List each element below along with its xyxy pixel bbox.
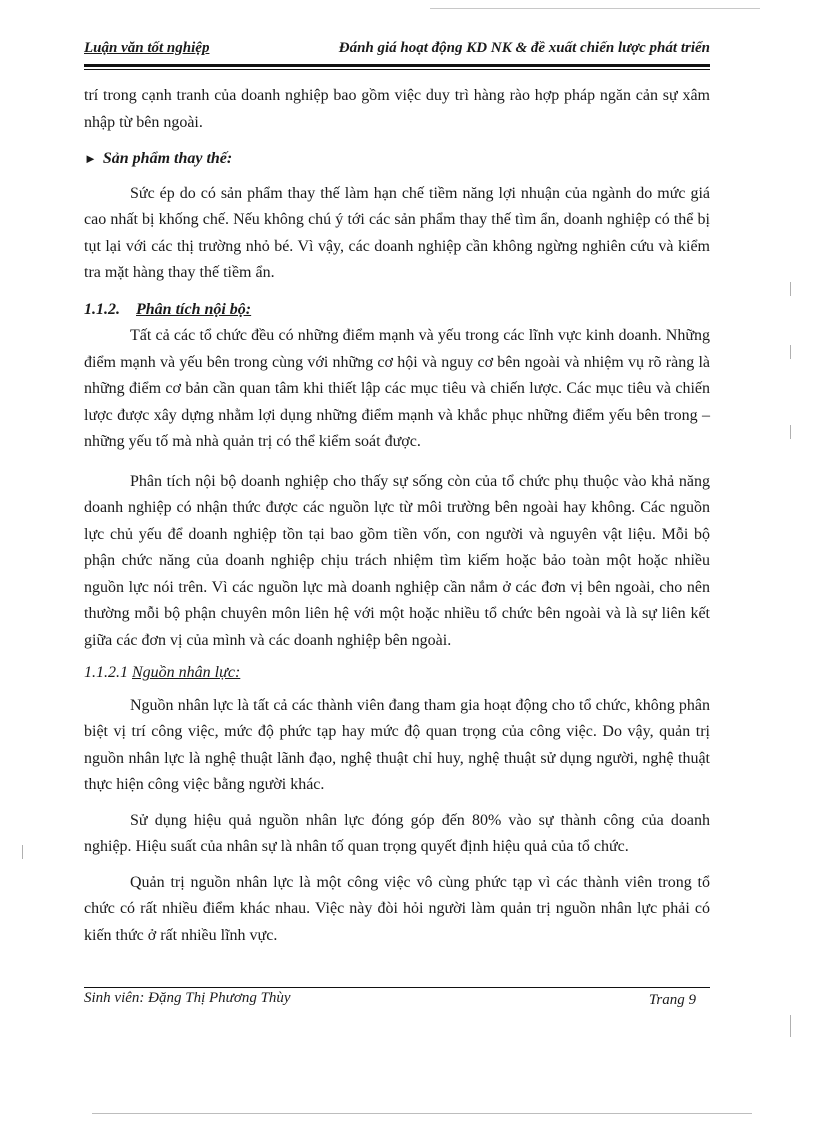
page-body — [84, 83, 710, 949]
page-footer — [84, 990, 710, 1010]
subsection-heading — [84, 660, 710, 687]
header-rule-thin — [84, 69, 710, 70]
page-header — [84, 40, 710, 60]
section-number: 1.1.2. — [84, 300, 120, 318]
scan-artifact — [22, 845, 23, 859]
subsection-number: 1.1.2.1 — [84, 664, 128, 681]
scan-artifact — [790, 1015, 791, 1037]
footer-page-number: Trang 9 — [648, 992, 696, 1008]
section-title: Phân tích nội bộ: — [136, 300, 252, 318]
header-thesis-title: Đánh giá hoạt động KD NK & đề xuất chiến lược phát triển — [338, 40, 710, 56]
paragraph: trí trong cạnh tranh của doanh nghiệp bao gồm việc duy trì hàng rào hợp pháp ngăn cản sự xâm nhập từ bên ngoài. — [84, 87, 710, 131]
paragraph: Quản trị nguồn nhân lực là một công việc vô cùng phức tạp vì các thành viên trong tổ chức có rất nhiều điểm khác nhau. Việc này đòi hỏi người làm quản trị nguồn nhân lực phải có kiến thức ở rất nhiều lĩnh vực. — [84, 873, 710, 944]
paragraph: Tất cả các tổ chức đều có những điểm mạnh và yếu trong các lĩnh vực kinh doanh. Những điểm mạnh và yếu bên trong cùng với những cơ hội và nguy cơ bên ngoài và nhiệm vụ rõ ràng là những điểm cơ bản cần quan tâm khi thiết lập các mục tiêu và chiến lược. Các mục tiêu và chiến lược được xây dựng nhằm lợi dụng những điểm mạnh và khắc phục những điểm yếu bên trong – những yếu tố mà nhà quản trị có thể kiểm soát được. — [84, 327, 710, 450]
section-heading — [84, 297, 710, 324]
scan-artifact — [790, 282, 791, 296]
paragraph: Sử dụng hiệu quả nguồn nhân lực đóng góp đến 80% vào sự thành công của doanh nghiệp. Hiệu suất của nhân sự là nhân tố quan trọng quyết định hiệu quả của tổ chức. — [84, 811, 710, 855]
scan-artifact — [790, 345, 791, 359]
scan-artifact — [430, 8, 760, 9]
bullet-heading-text: Sản phẩm thay thế: — [102, 150, 233, 167]
arrow-right-icon: ► — [84, 151, 97, 166]
header-thesis-label: Luận văn tốt nghiệp — [84, 40, 210, 56]
footer-rule — [84, 987, 710, 988]
paragraph: Sức ép do có sản phẩm thay thế làm hạn chế tiềm năng lợi nhuận của ngành do mức giá cao nhất bị khống chế. Nếu không chú ý tới các sản phẩm thay thế tìm ẩn, doanh nghiệp có thể bị tụt lại với các thị trường nhỏ bé. Vì vậy, các doanh nghiệp cần không ngừng nghiên cứu và kiểm tra mặt hàng thay thế tiềm ẩn. — [84, 184, 710, 281]
paragraph: Phân tích nội bộ doanh nghiệp cho thấy sự sống còn của tổ chức phụ thuộc vào khả năng doanh nghiệp có nhận thức được các nguồn lực từ môi trường bên ngoài hay không. Các nguồn lực chủ yếu để doanh nghiệp tồn tại bao gồm tiền vốn, con người và nguyên vật liệu. Mỗi bộ phận chức năng của doanh nghiệp chịu trách nhiệm tìm kiếm hoặc bảo toàn một hoặc nhiều nguồn lực nói trên. Vì các nguồn lực mà doanh nghiệp cần nắm ở các đơn vị bên ngoài, cho nên thường mỗi bộ phận chuyên môn liên hệ với một hoặc nhiều tổ chức bên ngoài và là sự liên kết giữa các đơn vị của mình và các doanh nghiệp bên ngoài. — [84, 472, 710, 649]
bullet-heading — [84, 146, 710, 173]
header-rule-thick — [84, 64, 710, 67]
subsection-title: Nguồn nhân lực: — [132, 664, 241, 681]
scan-artifact — [92, 1113, 752, 1114]
paragraph: Nguồn nhân lực là tất cả các thành viên đang tham gia hoạt động cho tổ chức, không phân biệt vị trí công việc, mức độ phức tạp hay mức độ quan trọng của công việc. Do vậy, quản trị nguồn nhân lực là nghệ thuật lãnh đạo, nghệ thuật chỉ huy, nghệ thuật sử dụng người, nghệ thuật thực hiện công việc bằng người khác. — [84, 696, 710, 793]
scan-artifact — [790, 425, 791, 439]
footer-student-name: Sinh viên: Đặng Thị Phương Thùy — [84, 990, 291, 1006]
